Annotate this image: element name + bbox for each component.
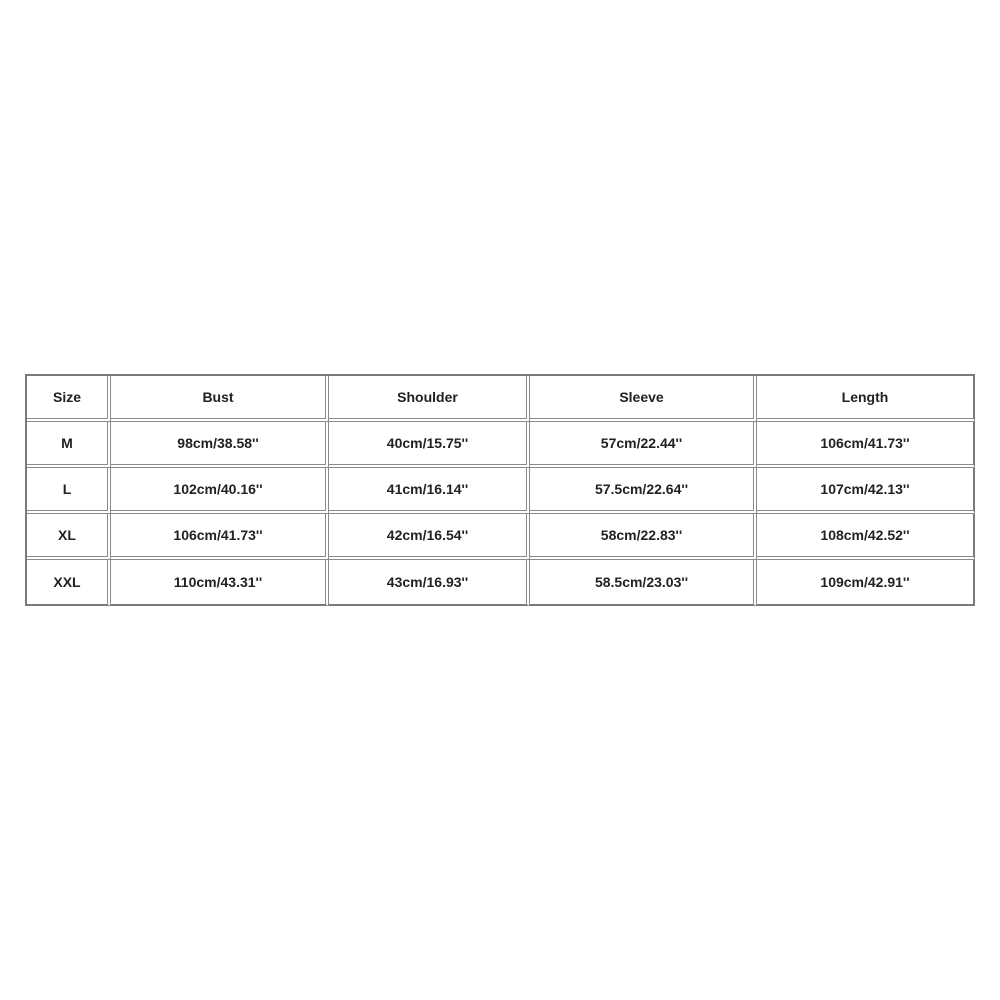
cell-bust: 98cm/38.58'' [111,422,329,468]
table-header-row [27,376,975,422]
table-row [27,514,975,560]
cell-shoulder: 42cm/16.54'' [329,514,530,560]
cell-size: M [27,422,111,468]
cell-length: 109cm/42.91'' [757,560,975,606]
header-bust: Bust [111,376,329,422]
cell-size: XXL [27,560,111,606]
cell-sleeve: 58cm/22.83'' [530,514,757,560]
table-row [27,468,975,514]
cell-size: XL [27,514,111,560]
cell-shoulder: 43cm/16.93'' [329,560,530,606]
header-length: Length [757,376,975,422]
cell-bust: 110cm/43.31'' [111,560,329,606]
header-shoulder: Shoulder [329,376,530,422]
cell-bust: 102cm/40.16'' [111,468,329,514]
cell-shoulder: 40cm/15.75'' [329,422,530,468]
header-sleeve: Sleeve [530,376,757,422]
cell-bust: 106cm/41.73'' [111,514,329,560]
cell-length: 106cm/41.73'' [757,422,975,468]
table-row [27,422,975,468]
cell-length: 107cm/42.13'' [757,468,975,514]
header-size: Size [27,376,111,422]
cell-length: 108cm/42.52'' [757,514,975,560]
cell-sleeve: 57.5cm/22.64'' [530,468,757,514]
cell-sleeve: 57cm/22.44'' [530,422,757,468]
cell-sleeve: 58.5cm/23.03'' [530,560,757,606]
cell-size: L [27,468,111,514]
cell-shoulder: 41cm/16.14'' [329,468,530,514]
table-row [27,560,975,606]
size-chart-table [25,374,975,606]
